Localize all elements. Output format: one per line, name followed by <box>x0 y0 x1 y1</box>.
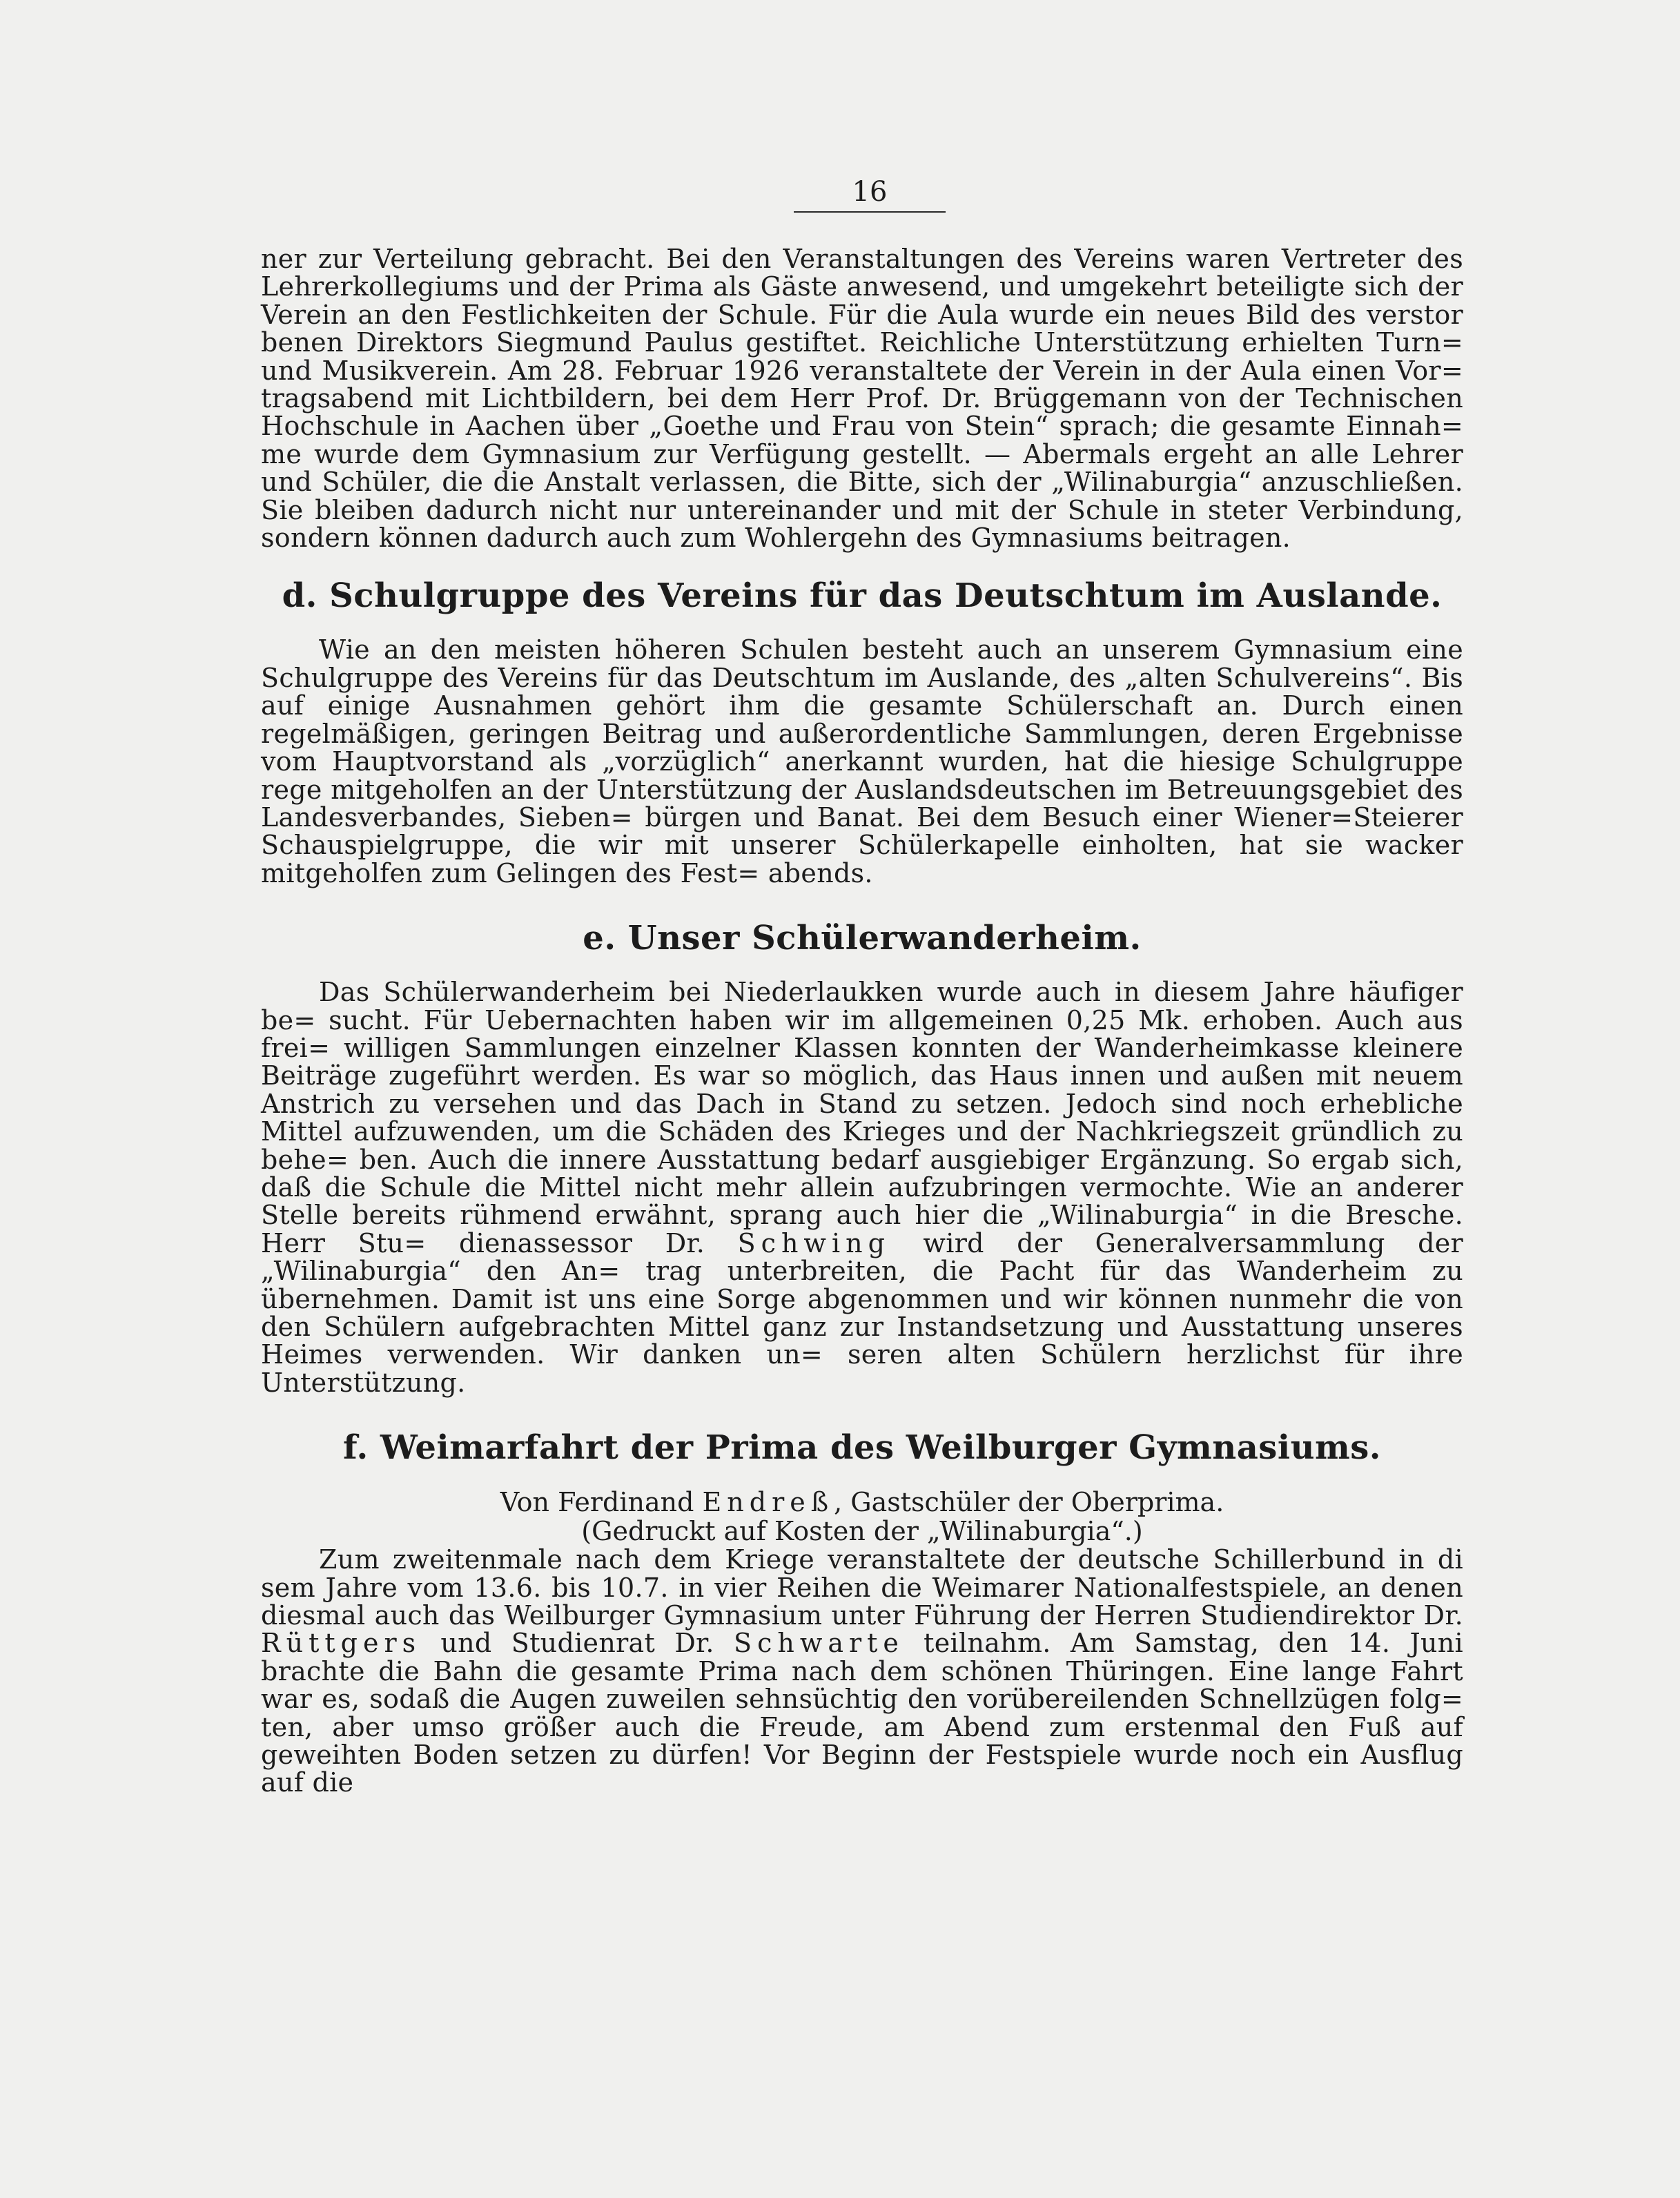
page-number-rule <box>794 211 946 213</box>
spacer <box>261 887 1463 919</box>
person-name: Schwing <box>737 1227 890 1258</box>
section-f-byline <box>261 1488 1463 1517</box>
spacer <box>261 552 1463 576</box>
section-e-paragraph <box>261 978 1463 1397</box>
spacer <box>261 1397 1463 1428</box>
page-number: 16 <box>852 176 888 208</box>
section-d-paragraph: Wie an den meisten höheren Schulen besteht auch an unserem Gymnasium eine Schulgruppe des Vereins für das Deutschtum im Auslande, des „alten Schulvereins“. Bis auf einige Ausnahmen gehört ihm die gesamte Schülerschaft an. Durch einen regelmäßigen, geringen Beitrag und außerordentliche Sammlungen, deren Ergebnisse vom Hauptvorstand als „vorzüglich“ anerkannt wurden, hat die hiesige Schulgruppe rege mitgeholfen an der Unterstützung der Auslandsdeutschen im Betreuungsgebiet des Landesverbandes, Sieben= bürgen und Banat. Bei dem Besuch einer Wiener=Steierer Schauspielgruppe, die wir mit unserer Schülerkapelle einholten, hat sie wacker mitgeholfen zum Gelingen des Fest= abends. <box>261 634 1463 888</box>
section-f-text-part: teilnahm. Am Samstag, den 14. Juni brachte die Bahn die gesamte Prima nach dem schönen Thüringen. Eine lange Fahrt war es, sodaß die Augen zuweilen sehnsüchtig den vorübereilenden Schnellzügen folg= ten, aber umso größer auch die Freude, am Abend zum erstenmal den Fuß auf geweihten Boden setzen zu dürfen! Vor Beginn der Festspiele wurde noch ein Ausflug auf die <box>261 1628 1463 1798</box>
spacer <box>261 957 1463 978</box>
section-f-heading: f. Weimarfahrt der Prima des Weilburger Gymnasiums. <box>343 1428 1381 1468</box>
spacer <box>261 615 1463 636</box>
section-e-text-part: Das Schülerwanderheim bei Niederlaukken wurde auch in diesem Jahre häufiger be= sucht. Für Uebernachten haben wir im allgemeinen 0,25 Mk. erhoben. Auch aus frei= willigen Sammlungen einzelner Klassen konnten der Wanderheimkasse kleinere Beiträge zugeführt werden. Es war so möglich, das Haus innen und außen mit neuem Anstrich zu versehen und das Dach in Stand zu setzen. Jedoch sind noch erhebliche Mittel aufzuwenden, um die Schäden des Krieges und der Nachkriegszeit gründlich zu behe= ben. Auch die innere Ausstattung bedarf ausgiebiger Ergänzung. So ergab sich, daß die Schule die Mittel nicht mehr allein aufzubringen vermochte. Wie an anderer Stelle bereits rühmend erwähnt, sprang auch hier die „Wilinaburgia“ in die Bresche. Herr Stu= dienassessor Dr. <box>261 977 1463 1258</box>
person-name: Rüttgers <box>261 1628 422 1659</box>
page-content <box>261 245 1463 1797</box>
section-f-text-part: und Studienrat Dr. <box>421 1628 734 1659</box>
spacer <box>261 1467 1463 1488</box>
section-e-text-part: wird der Generalversammlung der „Wilinaburgia“ den An= trag unterbreiten, die Pacht für das Wanderheim zu übernehmen. Damit ist uns eine Sorge abgenommen und wir können nunmehr die von den Schülern aufgebrachten Mittel ganz zur Instandsetzung und Ausstattung unseres Heimes verwenden. Wir danken un= seren alten Schülern herzlichst für ihre Unterstützung. <box>261 1227 1463 1398</box>
section-d-heading: d. Schulgruppe des Vereins für das Deutschtum im Auslande. <box>282 576 1443 616</box>
author-name: Endreß <box>702 1487 834 1518</box>
byline-suffix: , Gastschüler der Oberprima. <box>834 1487 1224 1518</box>
section-f-paragraph <box>261 1546 1463 1797</box>
byline-prefix: Von Ferdinand <box>500 1487 703 1518</box>
continuation-paragraph: ner zur Verteilung gebracht. Bei den Veranstaltungen des Vereins waren Vertreter des Lehrerkollegiums und der Prima als Gäste anwesend, und umgekehrt beteiligte sich der Verein an den Festlichkeiten der Schule. Für die Aula wurde ein neues Bild des verstor benen Direktors Siegmund Paulus gestiftet. Reichliche Unterstützung erhielten Turn= und Musikverein. Am 28. Februar 1926 veranstaltete der Verein in der Aula einen Vor= tragsabend mit Lichtbildern, bei dem Herr Prof. Dr. Brüggemann von der Technischen Hochschule in Aachen über „Goethe und Frau von Stein“ sprach; die gesamte Einnah= me wurde dem Gymnasium zur Verfügung gestellt. — Abermals ergeht an alle Lehrer und Schüler, die die Anstalt verlassen, die Bitte, sich der „Wilinaburgia“ anzuschließen. Sie bleiben dadurch nicht nur untereinander und mit der Schule in steter Verbindung, sondern können dadurch auch zum Wohlergehn des Gymnasiums beitragen. <box>261 244 1463 554</box>
section-f-text-part: Zum zweitenmale nach dem Kriege veranstaltete der deutsche Schillerbund in di sem Jahre vom 13.6. bis 10.7. in vier Reihen die Weimarer Nationalfestspiele, an denen diesmal auch das Weilburger Gymnasium unter Führung der Herren Studiendirektor Dr. <box>261 1544 1463 1631</box>
section-e-heading: e. Unser Schülerwanderheim. <box>583 919 1142 958</box>
person-name: Schwarte <box>734 1628 904 1659</box>
section-f-print-note: (Gedruckt auf Kosten der „Wilinaburgia“.) <box>581 1516 1143 1547</box>
